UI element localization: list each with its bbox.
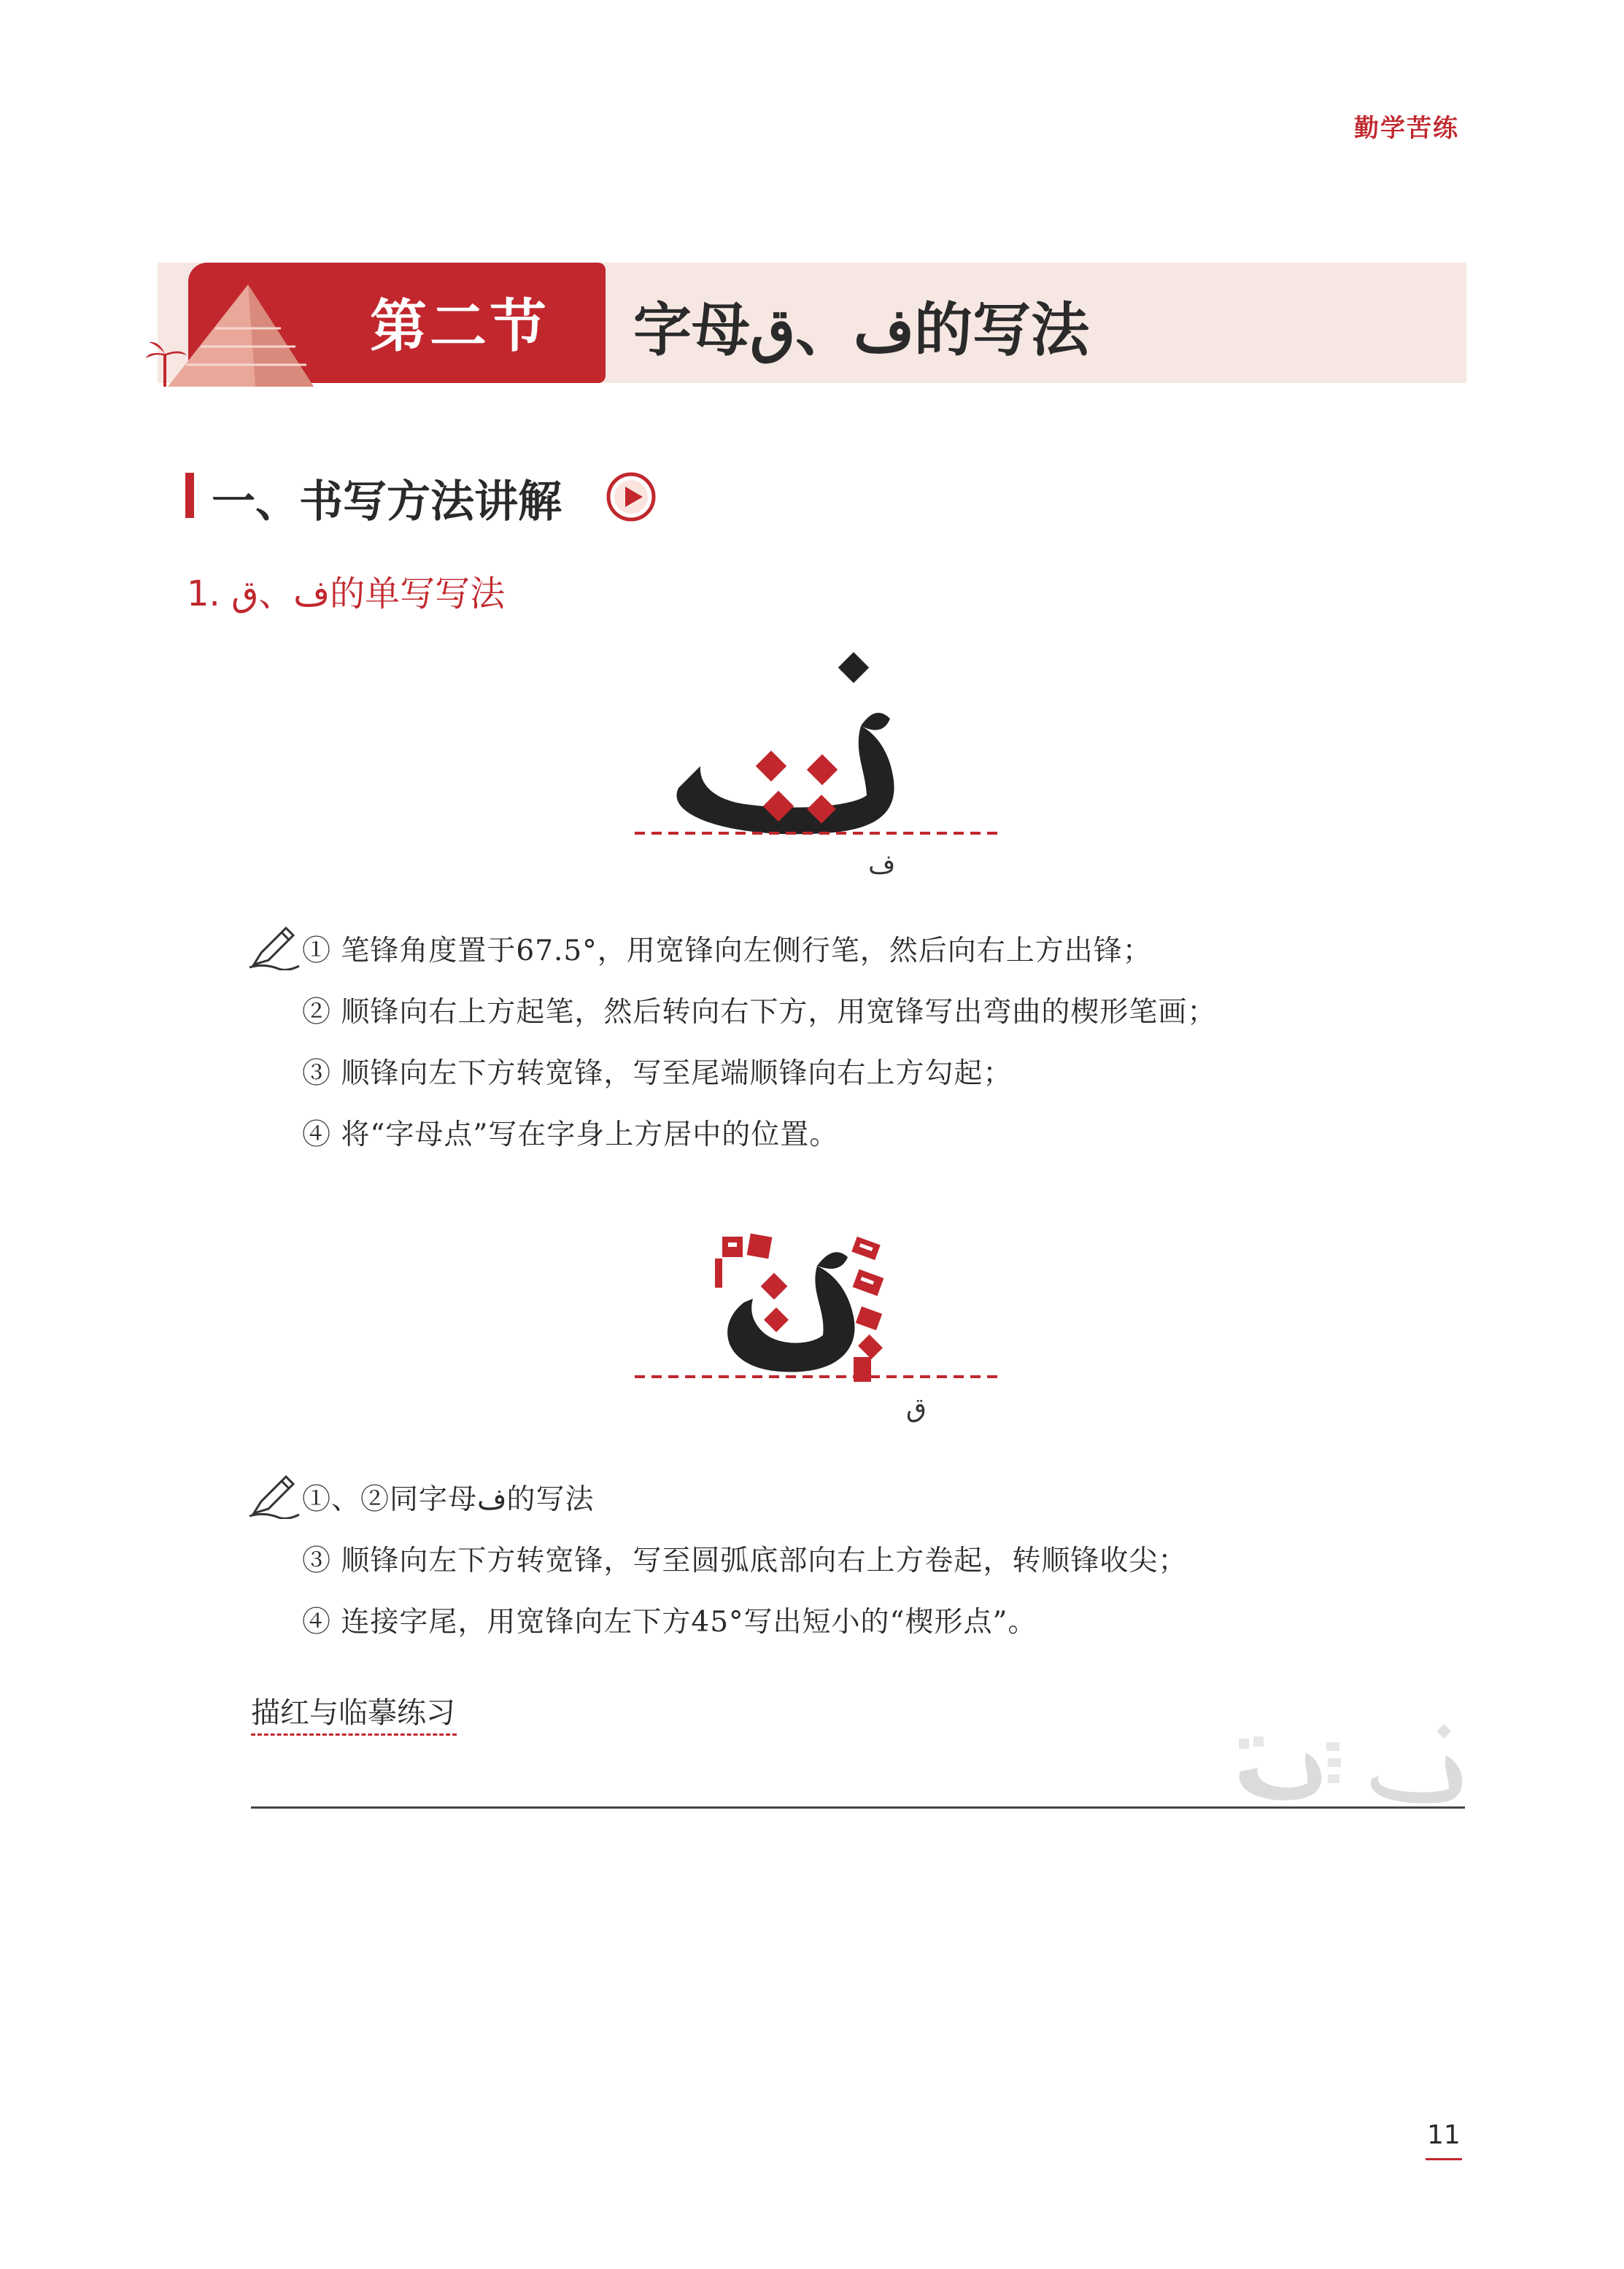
pen-icon — [248, 924, 301, 970]
play-icon[interactable] — [606, 471, 657, 522]
pyramid-icon — [146, 277, 321, 387]
fa-step-3: ③ 顺锋向左下方转宽锋，写至尾端顺锋向右上方勾起； — [302, 1057, 1013, 1090]
qaf-step-3: ③ 顺锋向左下方转宽锋，写至圆弧底部向右上方卷起，转顺锋收尖； — [302, 1545, 1188, 1577]
letter-demo-qaf — [635, 1207, 1014, 1423]
qaf-calligraphy-figure — [635, 1207, 1014, 1390]
qaf-caption: ق — [906, 1394, 927, 1423]
heading-accent-bar — [185, 473, 194, 518]
fa-step-2: ② 顺锋向右上方起笔，然后转向右下方，用宽锋写出弯曲的楔形笔画； — [302, 996, 1217, 1029]
section-label: 第二节 — [369, 293, 549, 360]
page-number-underline — [1426, 2158, 1462, 2160]
practice-label: 描红与临摹练习 — [251, 1696, 455, 1730]
fa-calligraphy-figure — [635, 642, 1014, 846]
pen-icon — [248, 1472, 301, 1519]
fa-step-1: ① 笔锋角度置于67.5°，用宽锋向左侧行笔，然后向右上方出锋； — [302, 935, 1152, 967]
qaf-step-1: ①、②同字母ف的写法 — [302, 1483, 595, 1516]
running-head: 勤学苦练 — [1354, 114, 1459, 143]
qaf-step-4: ④ 连接字尾，用宽锋向左下方45°写出短小的“楔形点”。 — [302, 1606, 1037, 1639]
letter-demo-fa — [635, 642, 1014, 880]
fa-caption: ف — [868, 850, 896, 880]
section-title: 字母ف、ق的写法 — [633, 295, 1089, 364]
fa-step-4: ④ 将“字母点”写在字身上方居中的位置。 — [302, 1118, 839, 1151]
practice-label-underline — [251, 1733, 457, 1736]
page-number: 11 — [1427, 2120, 1461, 2150]
subheading: 1. ف、ق的单写写法 — [187, 573, 506, 614]
trace-letters-watermark — [1226, 1713, 1466, 1808]
heading-one: 一、书写方法讲解 — [212, 476, 562, 527]
